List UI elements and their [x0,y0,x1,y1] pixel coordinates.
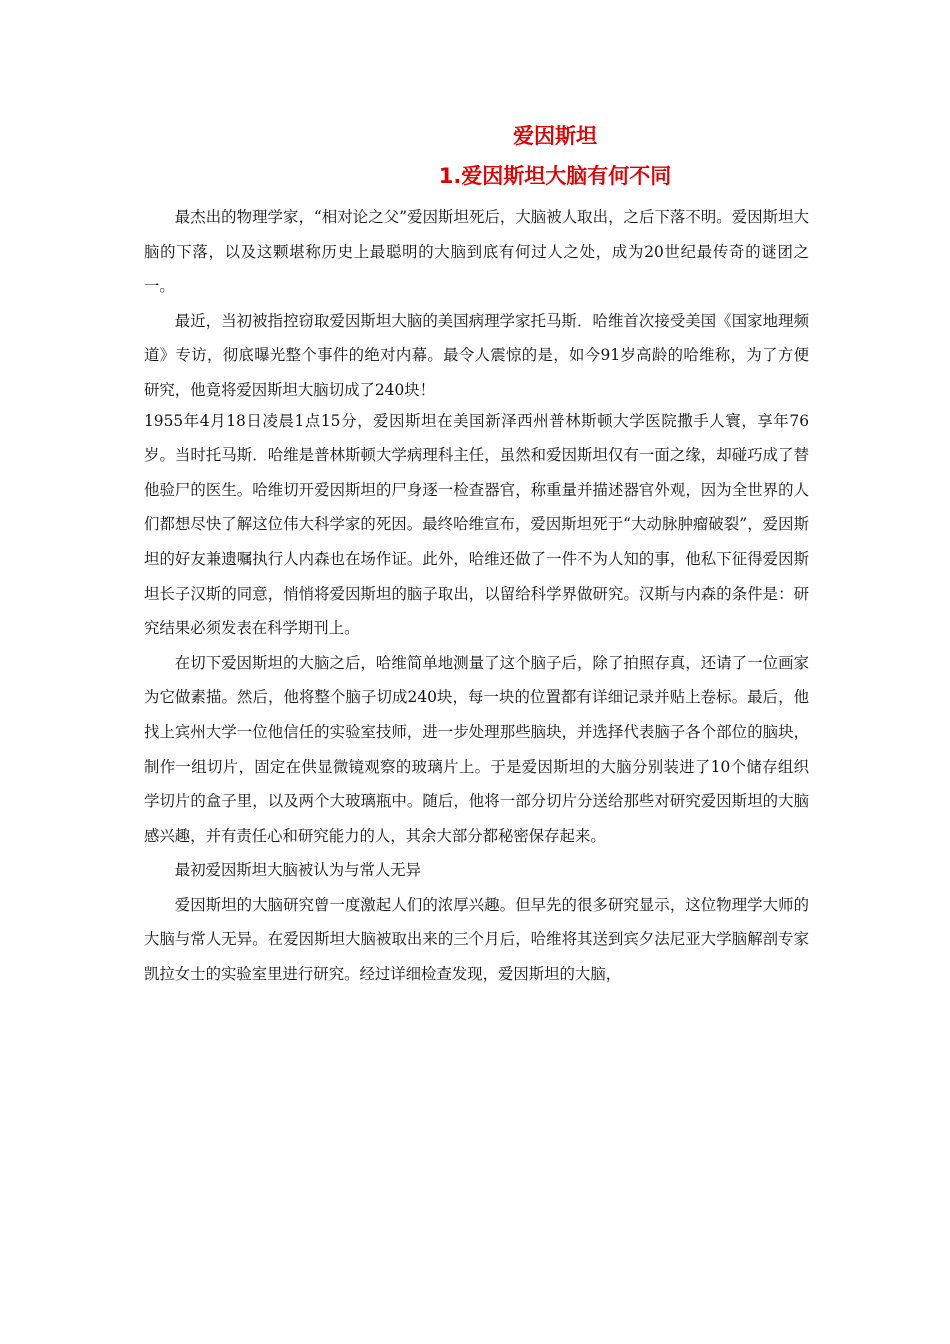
document-body [144,200,809,992]
document-title: 爱因斯坦 [513,124,597,148]
section-heading: 1.爱因斯坦大脑有何不同 [438,164,672,188]
paragraph-subheading: 最初爱因斯坦大脑被认为与常人无异 [174,861,422,880]
paragraph-3: 1955年4月18日凌晨1点15分，爱因斯坦在美国新泽西州普林斯顿大学医院撒手人寰，享年76岁。当时托马斯．哈维是普林斯顿大学病理科主任，虽然和爱因斯坦仅有一面之缘，却碰巧成了替他验尸的医生。哈维切开爱因斯坦的尸身逐一检查器官，称重量并描述器官外观，因为全世界的人们都想尽快了解这位伟大科学家的死因。最终哈维宣布，爱因斯坦死于“大动脉肿瘤破裂”，爱因斯坦的好友兼遗嘱执行人内森也在场作证。此外，哈维还做了一件不为人知的事，他私下征得爱因斯坦长子汉斯的同意，悄悄将爱因斯坦的脑子取出，以留给科学界做研究。汉斯与内森的条件是：研究结果必须发表在科学期刊上。 [144,411,809,638]
paragraph-1: 最杰出的物理学家，“相对论之父”爱因斯坦死后，大脑被人取出，之后下落不明。爱因斯坦大脑的下落，以及这颗堪称历史上最聪明的大脑到底有何过人之处，成为20世纪最传奇的谜团之一。 [144,208,809,296]
paragraph-5: 爱因斯坦的大脑研究曾一度激起人们的浓厚兴趣。但早先的很多研究显示，这位物理学大师的大脑与常人无异。在爱因斯坦大脑被取出来的三个月后，哈维将其送到宾夕法尼亚大学脑解剖专家凯拉女士的实验室里进行研究。经过详细检查发现，爱因斯坦的大脑， [144,895,809,984]
paragraph-2: 最近，当初被指控窃取爱因斯坦大脑的美国病理学家托马斯．哈维首次接受美国《国家地理频道》专访，彻底曝光整个事件的绝对内幕。最令人震惊的是，如今91岁高龄的哈维称，为了方便研究，他竟将爱因斯坦大脑切成了240块！ [144,311,809,399]
paragraph-4: 在切下爱因斯坦的大脑之后，哈维简单地测量了这个脑子后，除了拍照存真，还请了一位画家为它做素描。然后，他将整个脑子切成240块，每一块的位置都有详细记录并贴上卷标。最后，他找上宾州大学一位他信任的实验室技师，进一步处理那些脑块，并选择代表脑子各个部位的脑块，制作一组切片，固定在供显微镜观察的玻璃片上。于是爱因斯坦的大脑分别装进了10个储存组织学切片的盒子里，以及两个大玻璃瓶中。随后，他将一部分切片分送给那些对研究爱因斯坦的大脑感兴趣，并有责任心和研究能力的人，其余大部分都秘密保存起来。 [144,653,809,845]
